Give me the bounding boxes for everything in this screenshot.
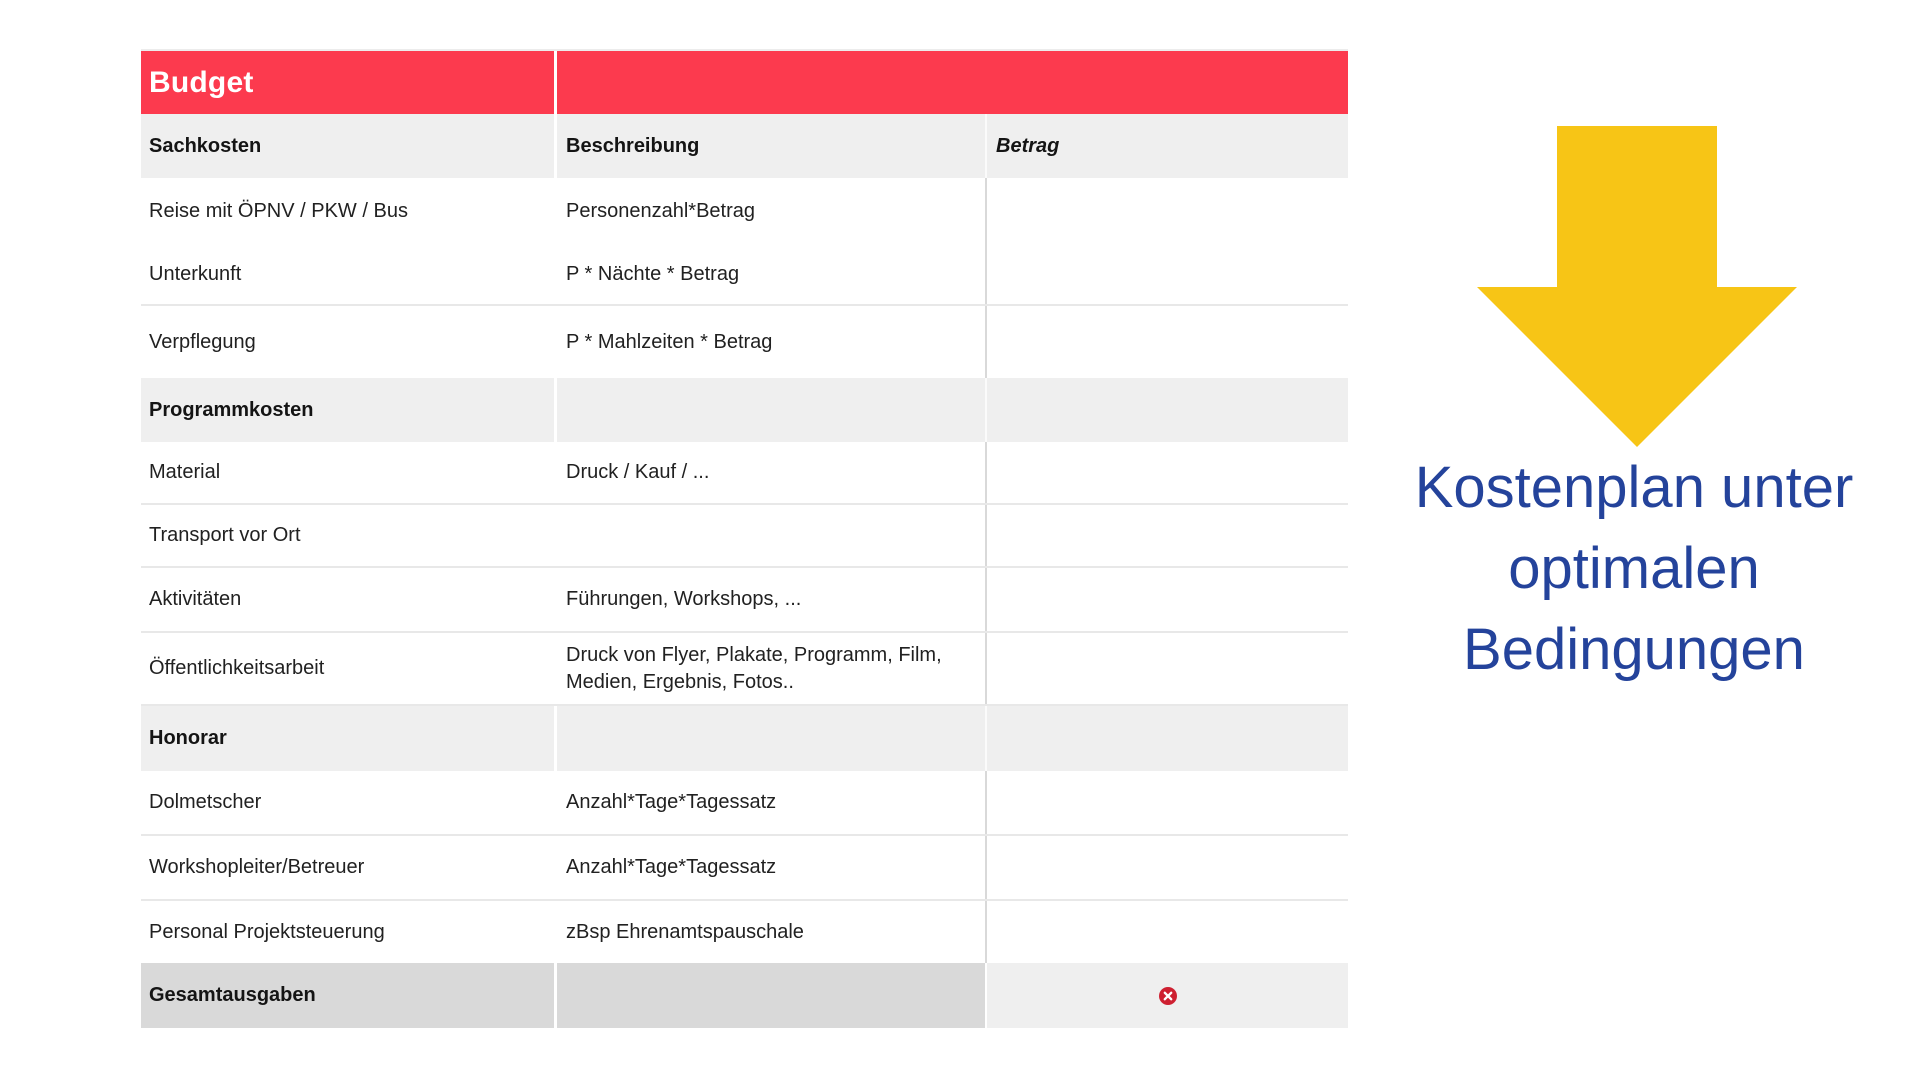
row-label: Material [141, 442, 557, 503]
row-label: Dolmetscher [141, 771, 557, 834]
row-label: Transport vor Ort [141, 505, 557, 566]
heading-line: Bedingungen [1463, 617, 1805, 682]
row-workshopleiter [141, 836, 1348, 901]
row-description: P * Mahlzeiten * Betrag [557, 306, 987, 378]
description-line: Medien, Ergebnis, Fotos.. [566, 670, 794, 693]
row-aktivitaeten [141, 568, 1348, 633]
betrag-cell [987, 244, 1348, 304]
row-description: P * Nächte * Betrag [557, 244, 987, 304]
row-unterkunft [141, 244, 1348, 306]
column-header-betrag: Betrag [996, 134, 1060, 157]
row-label: Aktivitäten [141, 568, 557, 631]
row-reise [141, 178, 1348, 244]
betrag-cell [987, 568, 1348, 631]
heading-line: optimalen [1508, 536, 1760, 601]
column-header-sachkosten: Sachkosten [141, 114, 557, 178]
section-spacer [987, 706, 1348, 771]
table-header-row [141, 114, 1348, 178]
row-label: Workshopleiter/Betreuer [141, 836, 557, 899]
betrag-cell [987, 505, 1348, 566]
table-title-cell [141, 51, 557, 114]
section-label: Programmkosten [141, 378, 557, 442]
heading-line: Kostenplan unter [1414, 455, 1854, 520]
annotation-heading [1334, 447, 1920, 690]
betrag-cell [987, 836, 1348, 899]
betrag-cell [987, 178, 1348, 244]
total-label: Gesamtausgaben [141, 963, 557, 1028]
total-row-gesamtausgaben [141, 963, 1348, 1028]
betrag-cell [987, 901, 1348, 963]
section-row-honorar [141, 706, 1348, 771]
table-title-spacer [557, 51, 1348, 114]
down-arrow-icon [1477, 126, 1797, 447]
row-material [141, 442, 1348, 505]
section-spacer [557, 706, 987, 771]
section-label: Honorar [141, 706, 557, 771]
section-spacer [987, 378, 1348, 442]
row-description: Personenzahl*Betrag [557, 178, 987, 244]
row-label: Öffentlichkeitsarbeit [141, 633, 557, 704]
row-transport [141, 505, 1348, 568]
total-spacer [557, 963, 987, 1028]
row-description: Führungen, Workshops, ... [557, 568, 987, 631]
budget-table [141, 49, 1348, 1028]
row-description-lines [566, 642, 942, 696]
row-personal [141, 901, 1348, 963]
row-label: Verpflegung [141, 306, 557, 378]
row-label: Personal Projektsteuerung [141, 901, 557, 963]
column-header-beschreibung: Beschreibung [557, 114, 987, 178]
betrag-cell [987, 771, 1348, 834]
description-line: Druck von Flyer, Plakate, Programm, Film, [566, 643, 942, 666]
row-label: Unterkunft [141, 244, 557, 304]
error-x-icon [1159, 987, 1177, 1005]
row-verpflegung [141, 306, 1348, 378]
row-description: Anzahl*Tage*Tagessatz [557, 771, 987, 834]
table-title: Budget [149, 65, 254, 99]
betrag-cell [987, 633, 1348, 704]
section-spacer [557, 378, 987, 442]
row-description [557, 505, 987, 566]
betrag-cell [987, 306, 1348, 378]
betrag-cell [987, 442, 1348, 503]
section-row-programmkosten [141, 378, 1348, 442]
total-betrag-cell [987, 963, 1348, 1028]
row-oeffentlichkeitsarbeit [141, 633, 1348, 706]
table-title-row [141, 51, 1348, 114]
row-dolmetscher [141, 771, 1348, 836]
row-description: Druck / Kauf / ... [557, 442, 987, 503]
row-label: Reise mit ÖPNV / PKW / Bus [141, 178, 557, 244]
row-description: zBsp Ehrenamtspauschale [557, 901, 987, 963]
row-description: Anzahl*Tage*Tagessatz [557, 836, 987, 899]
row-description [557, 633, 987, 704]
